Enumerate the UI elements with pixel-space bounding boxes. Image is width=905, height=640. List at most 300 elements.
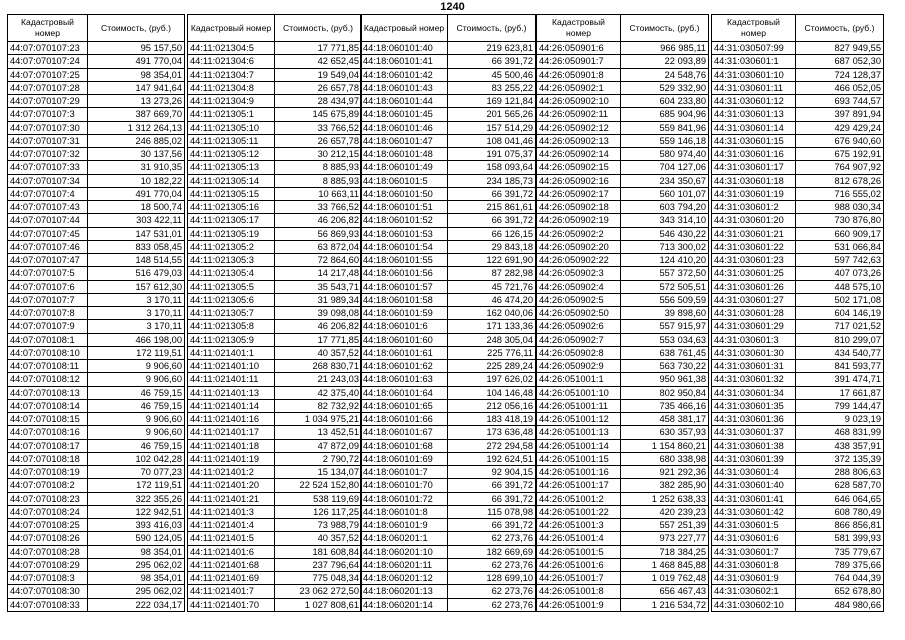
table-row (712, 466, 884, 479)
table-header-row (712, 15, 884, 42)
table-row (712, 360, 884, 373)
cadastral-number-cell: 44:18:060201:10 (361, 545, 448, 558)
cost-cell: 46 759,15 (88, 399, 185, 412)
cost-cell: 675 192,91 (796, 148, 884, 161)
cost-cell: 62 273,76 (448, 598, 536, 611)
table-row (712, 452, 884, 465)
table-row (712, 95, 884, 108)
table-row (537, 572, 709, 585)
cost-cell: 372 135,39 (796, 452, 884, 465)
cadastral-number-cell: 44:11:021305:19 (188, 227, 275, 240)
cost-cell: 1 027 808,61 (275, 598, 362, 611)
table-row (361, 148, 536, 161)
cost-cell: 466 198,00 (88, 333, 185, 346)
cost-cell: 718 384,25 (621, 545, 709, 558)
table-row (361, 452, 536, 465)
cost-cell: 3 170,11 (88, 293, 185, 306)
cadastral-number-cell: 44:18:060101:7 (361, 466, 448, 479)
cost-cell: 246 885,02 (88, 134, 185, 147)
cost-cell: 646 064,65 (796, 492, 884, 505)
cost-cell: 660 909,17 (796, 227, 884, 240)
header-cadastral-number: Кадастровый номер (188, 15, 275, 42)
table-row (188, 81, 362, 94)
cadastral-number-cell: 44:31:030601:2 (712, 201, 796, 214)
table-row (537, 479, 709, 492)
table-row (188, 148, 362, 161)
cadastral-number-cell: 44:11:021401:70 (188, 598, 275, 611)
cadastral-number-cell: 44:26:051001:7 (537, 572, 621, 585)
cadastral-number-cell: 44:11:021401:1 (188, 346, 275, 359)
cost-cell: 735 466,16 (621, 399, 709, 412)
table-row (188, 492, 362, 505)
table-row (712, 267, 884, 280)
table-row (537, 386, 709, 399)
cost-cell: 716 555,02 (796, 187, 884, 200)
cadastral-number-cell: 44:07:070107:6 (8, 280, 88, 293)
table-row (8, 148, 185, 161)
cost-cell: 215 861,61 (448, 201, 536, 214)
cost-cell: 775 048,34 (275, 572, 362, 585)
table-row (537, 373, 709, 386)
cost-cell: 1 154 860,21 (621, 439, 709, 452)
cadastral-number-cell: 44:26:051001:17 (537, 479, 621, 492)
cost-cell: 420 239,23 (621, 505, 709, 518)
cadastral-number-cell: 44:18:060101:67 (361, 426, 448, 439)
cadastral-number-cell: 44:31:030601:3 (712, 333, 796, 346)
cadastral-number-cell: 44:07:070107:23 (8, 42, 88, 55)
cadastral-number-cell: 44:18:060101:50 (361, 187, 448, 200)
table-row (712, 81, 884, 94)
table-row (537, 360, 709, 373)
table-row (712, 333, 884, 346)
cost-cell: 35 543,71 (275, 280, 362, 293)
registry-table-4 (536, 14, 709, 612)
cost-cell: 17 661,87 (796, 386, 884, 399)
header-cost: Стоимость, (руб.) (448, 15, 536, 42)
table-row (8, 95, 185, 108)
table-row (188, 320, 362, 333)
cadastral-number-cell: 44:31:030602:1 (712, 585, 796, 598)
cost-cell: 66 391,72 (448, 492, 536, 505)
cadastral-number-cell: 44:11:021305:10 (188, 121, 275, 134)
cost-cell: 764 044,39 (796, 572, 884, 585)
table-row (712, 346, 884, 359)
cadastral-number-cell: 44:11:021304:8 (188, 81, 275, 94)
cadastral-number-cell: 44:26:050902:7 (537, 333, 621, 346)
cadastral-number-cell: 44:31:030601:27 (712, 293, 796, 306)
cadastral-number-cell: 44:31:030601:7 (712, 545, 796, 558)
table-row (8, 413, 185, 426)
table-row (188, 532, 362, 545)
table-row (8, 81, 185, 94)
cadastral-number-cell: 44:26:050902:17 (537, 187, 621, 200)
cost-cell: 438 357,91 (796, 439, 884, 452)
cadastral-number-cell: 44:07:070108:10 (8, 346, 88, 359)
cadastral-number-cell: 44:31:030601:1 (712, 55, 796, 68)
cost-cell: 407 073,26 (796, 267, 884, 280)
header-cost: Стоимость, (руб.) (275, 15, 362, 42)
cost-cell: 46 206,82 (275, 214, 362, 227)
cost-cell: 158 093,64 (448, 161, 536, 174)
cadastral-number-cell: 44:18:060101:60 (361, 333, 448, 346)
cost-cell: 66 126,15 (448, 227, 536, 240)
cadastral-number-cell: 44:18:060101:46 (361, 121, 448, 134)
table-row (712, 413, 884, 426)
cost-cell: 212 056,16 (448, 399, 536, 412)
cadastral-number-cell: 44:18:060101:40 (361, 42, 448, 55)
table-row (188, 479, 362, 492)
cost-cell: 693 744,57 (796, 95, 884, 108)
cost-cell: 580 974,40 (621, 148, 709, 161)
table-row (537, 148, 709, 161)
cost-cell: 8 885,93 (275, 174, 362, 187)
table-row (8, 426, 185, 439)
cadastral-number-cell: 44:26:051001:5 (537, 545, 621, 558)
table-row (8, 439, 185, 452)
cadastral-number-cell: 44:11:021401:3 (188, 505, 275, 518)
cost-cell: 468 831,99 (796, 426, 884, 439)
cost-cell: 83 255,22 (448, 81, 536, 94)
cadastral-number-cell: 44:31:030601:25 (712, 267, 796, 280)
cadastral-number-cell: 44:07:070107:45 (8, 227, 88, 240)
cadastral-number-cell: 44:31:030601:34 (712, 386, 796, 399)
cadastral-number-cell: 44:11:021401:2 (188, 466, 275, 479)
table-row (8, 267, 185, 280)
cadastral-number-cell: 44:18:060101:63 (361, 373, 448, 386)
table-row (8, 108, 185, 121)
header-cadastral-number: Кадастровый номер (8, 15, 88, 42)
table-row (8, 201, 185, 214)
cadastral-number-cell: 44:18:060201:13 (361, 585, 448, 598)
table-row (361, 42, 536, 55)
cost-cell: 491 770,04 (88, 55, 185, 68)
cost-cell: 40 357,52 (275, 346, 362, 359)
table-row (712, 293, 884, 306)
cadastral-number-cell: 44:07:070108:11 (8, 360, 88, 373)
table-row (8, 373, 185, 386)
cadastral-number-cell: 44:26:050902:6 (537, 320, 621, 333)
table-row (537, 558, 709, 571)
table-row (188, 187, 362, 200)
cost-cell: 382 285,90 (621, 479, 709, 492)
cost-cell: 1 216 534,72 (621, 598, 709, 611)
cost-cell: 516 479,03 (88, 267, 185, 280)
cost-cell: 21 243,03 (275, 373, 362, 386)
table-row (188, 214, 362, 227)
cadastral-number-cell: 44:31:030601:40 (712, 479, 796, 492)
table-row (188, 572, 362, 585)
cadastral-number-cell: 44:07:070107:32 (8, 148, 88, 161)
table-row (188, 280, 362, 293)
cost-cell: 28 434,97 (275, 95, 362, 108)
table-row (188, 598, 362, 611)
cost-cell: 126 117,25 (275, 505, 362, 518)
cadastral-number-cell: 44:07:070108:1 (8, 333, 88, 346)
cadastral-number-cell: 44:18:060101:70 (361, 479, 448, 492)
cadastral-number-cell: 44:07:070108:19 (8, 466, 88, 479)
cost-cell: 343 314,10 (621, 214, 709, 227)
cadastral-number-cell: 44:07:070107:3 (8, 108, 88, 121)
cost-cell: 63 872,04 (275, 240, 362, 253)
cadastral-number-cell: 44:11:021305:1 (188, 108, 275, 121)
table-row (8, 121, 185, 134)
cadastral-number-cell: 44:31:030601:30 (712, 346, 796, 359)
cadastral-number-cell: 44:07:070108:12 (8, 373, 88, 386)
header-cadastral-number: Кадастровый номер (537, 15, 621, 42)
cost-cell: 225 289,24 (448, 360, 536, 373)
table-row (712, 558, 884, 571)
table-row (537, 55, 709, 68)
table-row (361, 95, 536, 108)
cadastral-number-cell: 44:31:030601:10 (712, 68, 796, 81)
cadastral-number-cell: 44:11:021401:4 (188, 519, 275, 532)
cadastral-number-cell: 44:31:030601:23 (712, 254, 796, 267)
cost-cell: 484 980,66 (796, 598, 884, 611)
table-row (361, 598, 536, 611)
table-row (188, 267, 362, 280)
registry-table-5 (711, 14, 884, 612)
cost-cell: 108 041,46 (448, 134, 536, 147)
cost-cell: 9 906,60 (88, 413, 185, 426)
table-row (8, 360, 185, 373)
cadastral-number-cell: 44:18:060101:58 (361, 293, 448, 306)
cost-cell: 590 124,05 (88, 532, 185, 545)
cadastral-number-cell: 44:31:030601:11 (712, 81, 796, 94)
cadastral-number-cell: 44:11:021401:20 (188, 479, 275, 492)
table-row (712, 572, 884, 585)
cadastral-number-cell: 44:07:070107:47 (8, 254, 88, 267)
table-row (361, 346, 536, 359)
cadastral-number-cell: 44:18:060101:61 (361, 346, 448, 359)
cadastral-number-cell: 44:26:050902:12 (537, 121, 621, 134)
table-row (537, 399, 709, 412)
cadastral-number-cell: 44:18:060101:45 (361, 108, 448, 121)
cadastral-number-cell: 44:11:021305:8 (188, 320, 275, 333)
table-row (8, 161, 185, 174)
cost-cell: 538 119,69 (275, 492, 362, 505)
cadastral-number-cell: 44:18:060101:41 (361, 55, 448, 68)
cost-cell: 66 391,72 (448, 214, 536, 227)
table-row (361, 505, 536, 518)
cadastral-number-cell: 44:18:060101:72 (361, 492, 448, 505)
cost-cell: 1 468 845,88 (621, 558, 709, 571)
table-row (537, 42, 709, 55)
cadastral-number-cell: 44:26:050902:19 (537, 214, 621, 227)
cadastral-number-cell: 44:11:021401:13 (188, 386, 275, 399)
table-row (537, 585, 709, 598)
cost-cell: 628 587,70 (796, 479, 884, 492)
cost-cell: 22 524 152,80 (275, 479, 362, 492)
table-row (537, 320, 709, 333)
cost-cell: 560 101,07 (621, 187, 709, 200)
cost-cell: 704 127,06 (621, 161, 709, 174)
cadastral-number-cell: 44:07:070107:25 (8, 68, 88, 81)
table-row (712, 254, 884, 267)
table-row (712, 214, 884, 227)
table-row (188, 373, 362, 386)
table-row (188, 240, 362, 253)
table-row (537, 201, 709, 214)
table-row (712, 519, 884, 532)
cost-cell: 638 761,45 (621, 346, 709, 359)
table-row (712, 134, 884, 147)
cadastral-number-cell: 44:31:030601:13 (712, 108, 796, 121)
table-row (712, 108, 884, 121)
cadastral-number-cell: 44:11:021305:17 (188, 214, 275, 227)
cost-cell: 295 062,02 (88, 585, 185, 598)
cost-cell: 921 292,36 (621, 466, 709, 479)
cadastral-number-cell: 44:31:030601:37 (712, 426, 796, 439)
cost-cell: 656 467,43 (621, 585, 709, 598)
cost-cell: 162 040,06 (448, 307, 536, 320)
cadastral-number-cell: 44:07:070107:29 (8, 95, 88, 108)
cost-cell: 234 350,67 (621, 174, 709, 187)
table-row (8, 346, 185, 359)
cadastral-number-cell: 44:26:050902:10 (537, 95, 621, 108)
cadastral-number-cell: 44:26:050902:3 (537, 267, 621, 280)
cost-cell: 39 098,08 (275, 307, 362, 320)
cost-cell: 104 146,48 (448, 386, 536, 399)
cost-cell: 608 780,49 (796, 505, 884, 518)
table-row (712, 55, 884, 68)
table-row (361, 161, 536, 174)
cost-cell: 559 146,18 (621, 134, 709, 147)
cadastral-number-cell: 44:18:060101:51 (361, 201, 448, 214)
table-row (8, 532, 185, 545)
cadastral-number-cell: 44:11:021304:5 (188, 42, 275, 55)
cadastral-number-cell: 44:26:050902:20 (537, 240, 621, 253)
cadastral-number-cell: 44:18:060101:43 (361, 81, 448, 94)
cost-cell: 62 273,76 (448, 532, 536, 545)
cost-cell: 192 624,51 (448, 452, 536, 465)
cadastral-number-cell: 44:31:030601:9 (712, 572, 796, 585)
cost-cell: 26 657,78 (275, 81, 362, 94)
cadastral-number-cell: 44:11:021401:17 (188, 426, 275, 439)
cost-cell: 789 375,66 (796, 558, 884, 571)
cadastral-number-cell: 44:31:030601:42 (712, 505, 796, 518)
cadastral-number-cell: 44:26:051001:9 (537, 598, 621, 611)
table-row (188, 68, 362, 81)
cost-cell: 39 898,60 (621, 307, 709, 320)
table-row (537, 413, 709, 426)
cost-cell: 22 093,89 (621, 55, 709, 68)
cadastral-number-cell: 44:31:030601:8 (712, 558, 796, 571)
table-row (712, 399, 884, 412)
cost-cell: 234 185,73 (448, 174, 536, 187)
cadastral-number-cell: 44:26:050902:50 (537, 307, 621, 320)
table-row (188, 386, 362, 399)
table-row (712, 148, 884, 161)
header-cadastral-number: Кадастровый номер (361, 15, 448, 42)
table-row (361, 134, 536, 147)
table-row (8, 68, 185, 81)
table-row (361, 333, 536, 346)
table-row (188, 201, 362, 214)
table-row (537, 505, 709, 518)
cadastral-number-cell: 44:18:060201:1 (361, 532, 448, 545)
table-row (188, 174, 362, 187)
table-row (537, 254, 709, 267)
cost-cell: 604 146,19 (796, 307, 884, 320)
cadastral-number-cell: 44:26:050902:13 (537, 134, 621, 147)
cost-cell: 169 121,84 (448, 95, 536, 108)
table-row (8, 572, 185, 585)
cadastral-number-cell: 44:31:030601:17 (712, 161, 796, 174)
table-row (188, 55, 362, 68)
cadastral-number-cell: 44:07:070108:16 (8, 426, 88, 439)
table-row (537, 121, 709, 134)
table-row (361, 558, 536, 571)
cadastral-number-cell: 44:11:021305:9 (188, 333, 275, 346)
cadastral-number-cell: 44:18:060101:44 (361, 95, 448, 108)
cost-cell: 248 305,04 (448, 333, 536, 346)
cost-cell: 183 418,19 (448, 413, 536, 426)
cost-cell: 553 034,63 (621, 333, 709, 346)
cost-cell: 810 299,07 (796, 333, 884, 346)
cost-cell: 397 891,94 (796, 108, 884, 121)
table-row (361, 492, 536, 505)
cadastral-number-cell: 44:18:060101:54 (361, 240, 448, 253)
table-row (712, 240, 884, 253)
cadastral-number-cell: 44:18:060101:56 (361, 267, 448, 280)
cadastral-number-cell: 44:11:021305:13 (188, 161, 275, 174)
cost-cell: 70 077,23 (88, 466, 185, 479)
cost-cell: 730 876,80 (796, 214, 884, 227)
cadastral-number-cell: 44:31:030601:29 (712, 320, 796, 333)
table-row (537, 68, 709, 81)
table-row (188, 293, 362, 306)
cadastral-number-cell: 44:26:050902:9 (537, 360, 621, 373)
cadastral-number-cell: 44:18:060101:64 (361, 386, 448, 399)
table-row (361, 479, 536, 492)
cadastral-number-cell: 44:07:070108:29 (8, 558, 88, 571)
cost-cell: 2 790,72 (275, 452, 362, 465)
cost-cell: 559 841,96 (621, 121, 709, 134)
cost-cell: 680 338,98 (621, 452, 709, 465)
table-row (8, 293, 185, 306)
cadastral-number-cell: 44:18:060101:57 (361, 280, 448, 293)
cadastral-number-cell: 44:07:070108:28 (8, 545, 88, 558)
table-row (712, 121, 884, 134)
cost-cell: 429 429,24 (796, 121, 884, 134)
table-row (188, 227, 362, 240)
cost-cell: 563 730,22 (621, 360, 709, 373)
table-row (188, 466, 362, 479)
cost-cell: 764 907,92 (796, 161, 884, 174)
cost-cell: 3 170,11 (88, 307, 185, 320)
cadastral-number-cell: 44:31:030601:19 (712, 187, 796, 200)
table-row (8, 333, 185, 346)
cost-cell: 630 357,93 (621, 426, 709, 439)
cadastral-number-cell: 44:07:070107:8 (8, 307, 88, 320)
cadastral-number-cell: 44:18:060101:49 (361, 161, 448, 174)
cadastral-number-cell: 44:11:021401:10 (188, 360, 275, 373)
cadastral-number-cell: 44:11:021304:9 (188, 95, 275, 108)
table-row (8, 227, 185, 240)
table-row (188, 254, 362, 267)
table-row (537, 466, 709, 479)
cost-cell: 322 355,26 (88, 492, 185, 505)
cost-cell: 557 251,39 (621, 519, 709, 532)
cost-cell: 92 904,15 (448, 466, 536, 479)
cost-cell: 833 058,45 (88, 240, 185, 253)
cost-cell: 26 657,78 (275, 134, 362, 147)
table-row (188, 426, 362, 439)
cost-cell: 82 732,92 (275, 399, 362, 412)
cadastral-number-cell: 44:31:030601:20 (712, 214, 796, 227)
registry-table-2 (187, 14, 362, 612)
cost-cell: 15 134,07 (275, 466, 362, 479)
